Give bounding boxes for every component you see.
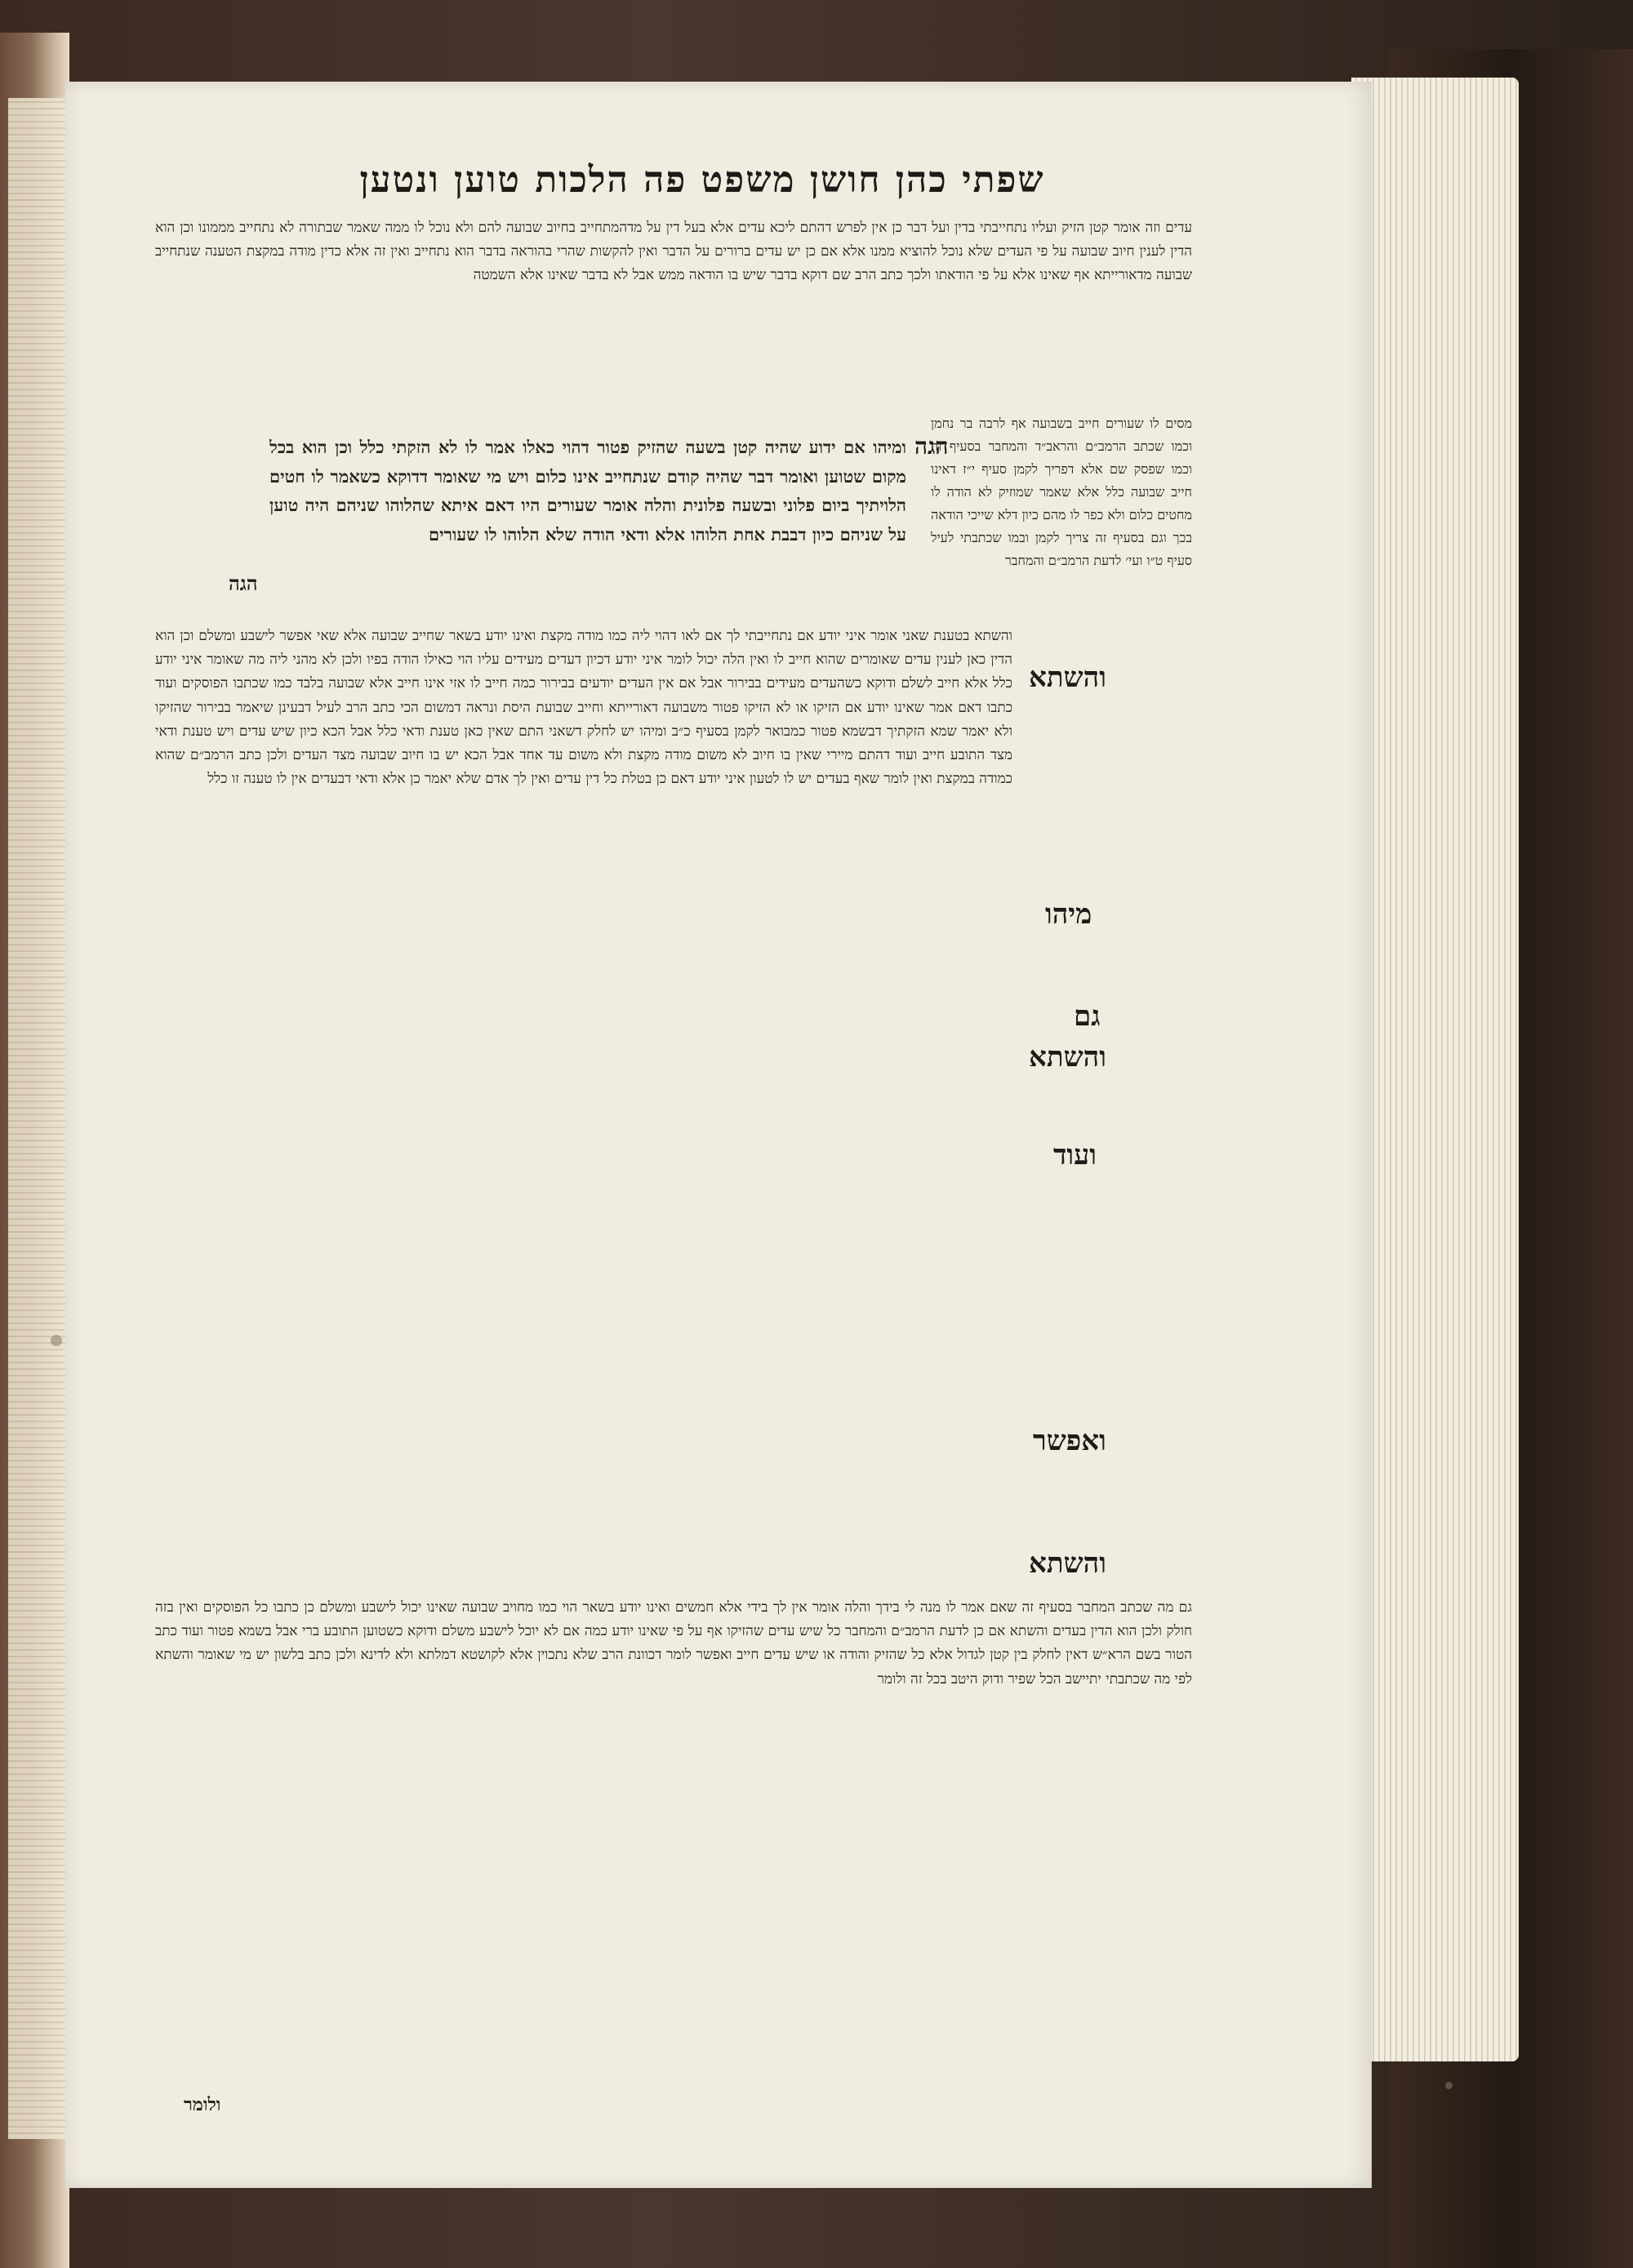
lower-commentary-text: גם מה שכתב המחבר בסעיף זה שאם אמר לו מנה לי בידך והלה אומר אין לך בידי אלא חמשים ואינו יודע בשאר הוי כמו מחויב שבועה שאינו יכול לישבע ומשלם כן כתבו כל הפוסקים ואין בזה חולק ולכן הוא הדין בעדים והשתא אם כן לדעת הרמב״ם והמחבר כל שיש עדים שהזיקו אף על פי שאינו יודע כמה אם לא יוכל לישבע משלם ודוקא כשטוען התובע ברי אבל בשמא פטור ועוד כתב הטור בשם הרא״ש דאין לחלק בין קטן לגדול אלא כל שהזיק והודה או שיש עדים חייב ואפשר לומר דכוונת הרב שלא נתכוין אלא לקושטא דמלתא ולא לדינא ולכן כתב בלשון יש מי שאומר והשתא לפי מה שכתבתי יתיישב הכל שפיר ודוק היטב בכל זה ולומר bbox=[155, 1599, 1192, 1688]
hagah-gloss-text: ומיהו אם ידוע שהיה קטן בשעה שהזיק פטור דהוי כאלו אמר לו לא הזקתי כלל וכן הוא בכל מקום שטוען ואומר דבר שהיה קודם שנתחייב אינו כלום ויש מי שאומר דדוקא כשאמר לו חטים הלויתיך ביום פלוני ובשעה פלונית והלה אומר שעורים היו דאם איתא שהלוהו שניהם היה טוען על שניהם כיון דבבת אחת הלוהו אלא ודאי הודה שלא הלוהו לו שעורים bbox=[269, 437, 906, 545]
marginal-word-2: מיהו bbox=[1045, 898, 1092, 931]
book-page bbox=[65, 82, 1372, 2188]
marginal-word-1: והשתא bbox=[1029, 661, 1106, 694]
catchword: ולומר bbox=[184, 2094, 221, 2115]
marginal-word-5: ועוד bbox=[1053, 1139, 1097, 1172]
hagah-label: הגה bbox=[914, 433, 949, 460]
ink-spot bbox=[1445, 2082, 1453, 2089]
top-commentary-text: עדים וזה אומר קטן הזיק ועליו נתחייבתי בדין ועל דבר כן אין לפרש דהתם ליכא עדים אלא בעל דין על מדהמתחייב בחיוב שבועה להם ולא נוכל לו ממה שאמר שבתורה לא נתחייב מממונו וכן הוא הדין לענין חיוב שבועה על פי העדים שלא נוכל להוציא ממנו אלא אם כן יש עדים ברורים על הדבר ואין להקשות שהרי בהוראה בדבר הוא נתחייב ואין זה אלא כדין מודה במקצת הטענה שנתחייב שבועה מדאורייתא אף שאינו אלא על פי הודאתו ולכך כתב הרב שם דוקא בדבר שיש בו הודאה ממש אבל לא בדבר שאינו אלא השמטה bbox=[155, 220, 1192, 284]
ink-spot bbox=[51, 1335, 62, 1346]
hagah-label-closing: הגה bbox=[229, 571, 258, 595]
marginal-word-4: והשתא bbox=[1029, 1041, 1106, 1074]
left-page-fore-edge bbox=[8, 98, 65, 2139]
narrow-side-commentary: מסים לו שעורים חייב בשבועה אף לרבה בר נחמן וכמו שכתב הרמב״ם והראב״ד והמחבר בסעיף זה וכמו שפסק שם אלא דפריך לקמן סעיף י״ז דאינו חייב שבועה כלל אלא שאמר שמוזיק לא הודה לו מחטים כלום ולא כפר לו מהם כיון דלא שייכי הודאה בכך וגם בסעיף זה צריך לקמן ובמו שכתבתי לעיל סעיף ט״ו ועי׳ לדעת הרמב״ם והמחבר bbox=[931, 416, 1192, 568]
marginal-word-3: גם bbox=[1074, 1000, 1101, 1033]
marginal-word-7: והשתא bbox=[1029, 1547, 1106, 1580]
running-head: שפתי כהן חושן משפט פה הלכות טוען ונטען bbox=[359, 159, 1045, 201]
marginal-word-6: ואפשר bbox=[1033, 1425, 1106, 1457]
main-commentary-text: והשתא בטענת שאני אומר איני יודע אם נתחייבתי לך אם לאו דהוי ליה כמו מודה מקצת ואינו יודע בשאר שחייב שבועה אלא שאי אפשר לישבע ומשלם וכן הוא הדין כאן לענין עדים שאומרים שהוא חייב לו ואין הלה יכול לומר איני יודע דכיון דעדים מעידים עליו הוי כאילו הודה בפיו ולכן לא מהני ליה מה שאומר איני יודע כלל אלא חייב לשלם ודוקא כשהעדים מעידים בבירור אבל אם אין העדים יודעים בבירור כמה חייב לו אזי אינו חייב אלא שבועה בלבד כמו שכתבו הפוסקים ועוד כתבו דאם אמר שאינו יודע אם הזיקו או לא הזיקו פטור משבועה דאורייתא וחייב שבועת היסת ונראה דמשום הכי כתב הרב לעיל דבעינן שיאמר בבירור שהזיקו ולא יאמר שמא הזקתיך דבשמא פטור כמבואר לקמן בסעיף כ״ב ומיהו יש לחלק דשאני התם שאין כאן טענת ודאי כלל אבל הכא כיון שיש עדים ויש טענת ודאי מצד התובע חייב ועוד דהתם מיירי שאין בו חיוב לא משום מודה מקצת ולא משום עד אחד אבל הכא יש בו חיוב שבועה מצד העדים ולכן כתב הרמב״ם שהוא כמודה במקצת ואין לומר שאף בעדים יש לו לטעון איני יודע דאם כן בטלת כל דין עדים ואין לך אדם שלא יאמר כן אלא ודאי דבעדים אין לו טענה זו כלל bbox=[155, 628, 1012, 788]
page-stack-edge bbox=[1351, 78, 1519, 2061]
